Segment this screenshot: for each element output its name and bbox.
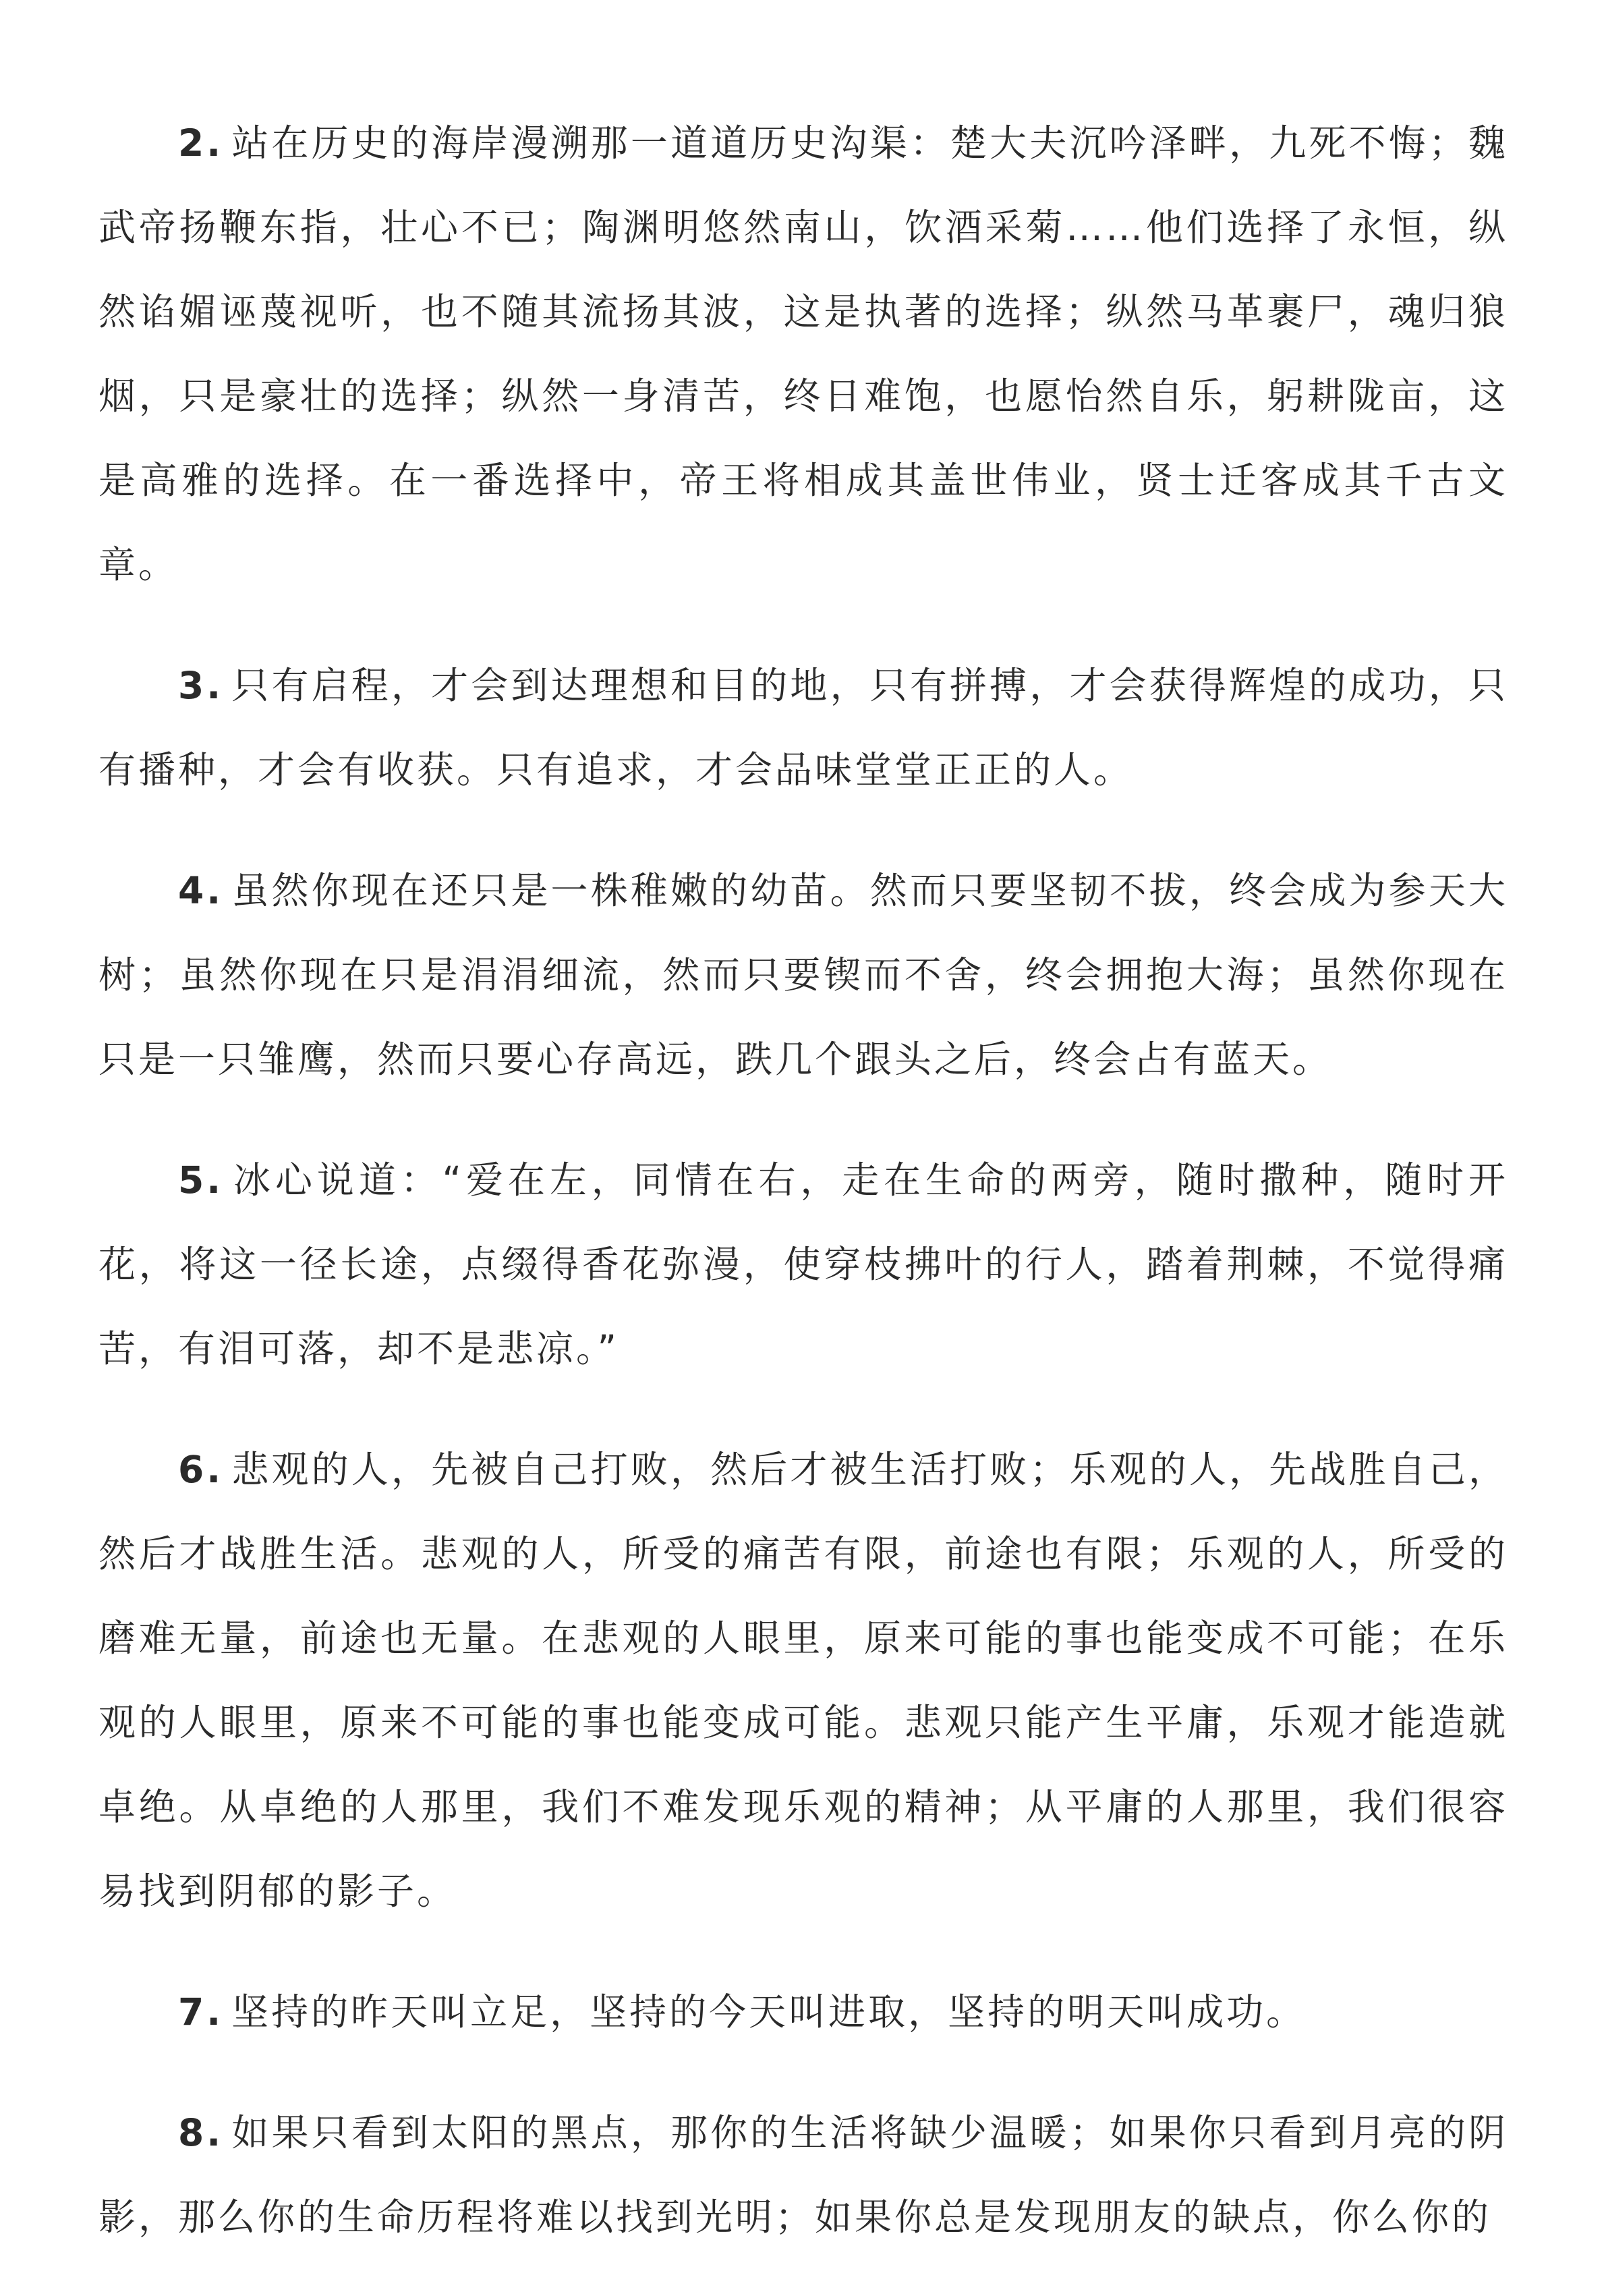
paragraph-number: 4.: [178, 869, 224, 912]
paragraph-text: 如果只看到太阳的黑点，那你的生活将缺少温暖；如果你只看到月亮的阴影，那么你的生命历程将难以找到光明；如果你总是发现朋友的缺点，你么你的: [98, 2111, 1508, 2239]
paragraph-number: 6.: [178, 1448, 224, 1491]
paragraph-text: 悲观的人，先被自己打败，然后才被生活打败；乐观的人，先战胜自己，然后才战胜生活。悲观的人，所受的痛苦有限，前途也有限；乐观的人，所受的磨难无量，前途也无量。在悲观的人眼里，原来可能的事也能变成不可能；在乐观的人眼里，原来不可能的事也能变成可能。悲观只能产生平庸，乐观才能造就卓绝。从卓绝的人那里，我们不难发现乐观的精神；从平庸的人那里，我们很容易找到阴郁的影子。: [98, 1448, 1508, 1913]
paragraph-number: 8.: [178, 2111, 224, 2154]
paragraph-number: 5.: [178, 1158, 224, 1202]
paragraph-6: [98, 1428, 1508, 1934]
paragraph-text: 坚持的昨天叫立足，坚持的今天叫进取，坚持的明天叫成功。: [231, 1990, 1307, 2034]
paragraph-text: 只有启程，才会到达理想和目的地，只有拼搏，才会获得辉煌的成功，只有播种，才会有收获。只有追求，才会品味堂堂正正的人。: [98, 664, 1508, 791]
paragraph-2: [98, 101, 1508, 607]
paragraph-4: [98, 849, 1508, 1102]
paragraph-text: 站在历史的海岸漫溯那一道道历史沟渠：楚大夫沉吟泽畔，九死不悔；魏武帝扬鞭东指，壮心不已；陶渊明悠然南山，饮酒采菊……他们选择了永恒，纵然谄媚诬蔑视听，也不随其流扬其波，这是执著的选择；纵然马革裹尸，魂归狼烟，只是豪壮的选择；纵然一身清苦，终日难饱，也愿怡然自乐，躬耕陇亩，这是高雅的选择。在一番选择中，帝王将相成其盖世伟业，贤士迁客成其千古文章。: [98, 121, 1508, 586]
paragraph-text: 虽然你现在还只是一株稚嫩的幼苗。然而只要坚韧不拔，终会成为参天大树；虽然你现在只是涓涓细流，然而只要锲而不舍，终会拥抱大海；虽然你现在只是一只雏鹰，然而只要心存高远，跌几个跟头之后，终会占有蓝天。: [98, 869, 1508, 1081]
paragraph-3: [98, 644, 1508, 812]
paragraph-5: [98, 1138, 1508, 1391]
paragraph-number: 7.: [178, 1990, 224, 2034]
paragraph-text: 冰心说道：“爱在左，同情在右，走在生命的两旁，随时撒种，随时开花，将这一径长途，点缀得香花弥漫，使穿枝拂叶的行人，踏着荆棘，不觉得痛苦，有泪可落，却不是悲凉。”: [98, 1158, 1508, 1370]
paragraph-8: [98, 2091, 1508, 2260]
paragraph-7: [98, 1970, 1508, 2054]
paragraph-number: 3.: [178, 664, 224, 707]
document-page: [98, 101, 1508, 2296]
paragraph-number: 2.: [178, 121, 224, 165]
